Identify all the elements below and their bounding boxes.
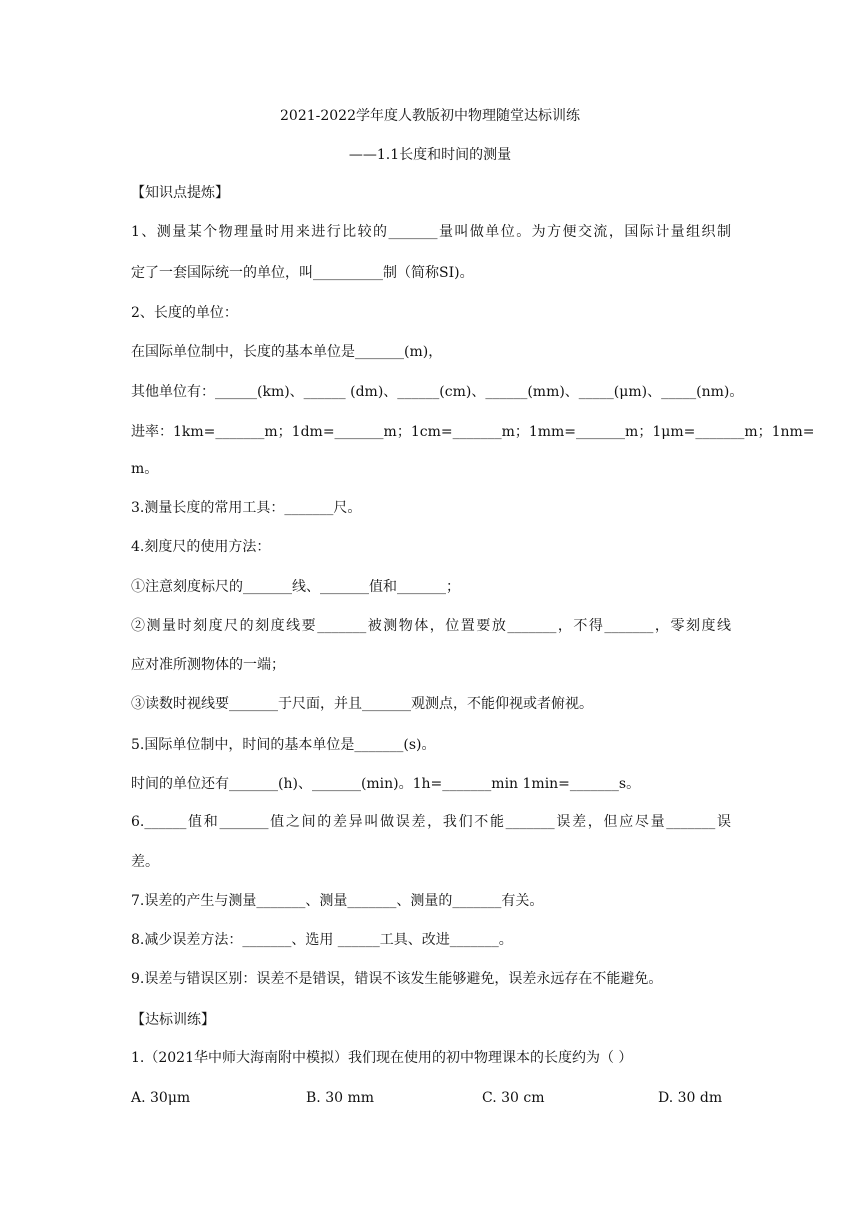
item-9: 9.误差与错误区别：误差不是错误，错误不该发生能够避免，误差永远存在不能避免。 — [131, 971, 663, 987]
question-1: 1.（2021华中师大海南附中模拟）我们现在使用的初中物理课本的长度约为（ ） — [131, 1050, 633, 1066]
choice-a: A. 30μm — [131, 1090, 191, 1106]
document-title: 2021-2022学年度人教版初中物理随堂达标训练 — [280, 108, 580, 124]
item-4-line-c: 应对准所测物体的一端； — [131, 657, 285, 673]
item-2-line-b: 其他单位有：______(km)、______ (dm)、______(cm)、______(mm)、_____(μm)、_____(nm)。 — [131, 384, 744, 400]
item-4-heading: 4.刻度尺的使用方法： — [131, 539, 271, 555]
item-6-line-b: 差。 — [131, 854, 159, 870]
item-1-line-b: 定了一套国际统一的单位，叫__________制（简称SI)。 — [131, 265, 474, 281]
item-2-line-d: m。 — [131, 461, 159, 477]
item-6-line-a: 6.______值和_______值之间的差异叫做误差，我们不能_______误差，但应尽量_______误 — [131, 814, 731, 830]
item-7: 7.误差的产生与测量_______、测量_______、测量的_______有关。 — [131, 893, 544, 909]
item-8: 8.减少误差方法：_______、选用 ______工具、改进_______。 — [131, 932, 513, 948]
item-4-line-d: ③读数时视线要_______于尺面，并且_______观测点，不能仰视或者俯视。 — [131, 696, 593, 712]
item-5-line-a: 时间的单位还有_______(h)、_______(min)。1h=_______min 1min=_______s。 — [131, 776, 641, 792]
item-3: 3.测量长度的常用工具：_______尺。 — [131, 500, 362, 516]
item-2-heading: 2、长度的单位： — [131, 305, 238, 321]
document-subtitle: ——1.1长度和时间的测量 — [348, 147, 512, 163]
choice-b: B. 30 mm — [306, 1090, 375, 1106]
item-1-line-a: 1、测量某个物理量时用来进行比较的_______量叫做单位。为方便交流，国际计量组织制 — [131, 224, 731, 240]
section-heading-training: 【达标训练】 — [131, 1012, 215, 1028]
section-heading-knowledge: 【知识点提炼】 — [131, 185, 229, 201]
item-4-line-b: ②测量时刻度尺的刻度线要_______被测物体，位置要放_______，不得_______，零刻度线 — [131, 618, 731, 634]
item-4-line-a: ①注意刻度标尺的_______线、_______值和_______； — [131, 579, 460, 595]
choice-c: C. 30 cm — [482, 1090, 545, 1106]
choice-d: D. 30 dm — [658, 1090, 723, 1106]
item-2-line-c: 进率：1km=_______m；1dm=_______m；1cm=_______m；1mm=_______m；1μm=_______m；1nm= — [131, 424, 815, 440]
item-5: 5.国际单位制中，时间的基本单位是_______(s)。 — [131, 737, 436, 753]
item-2-line-a: 在国际单位制中，长度的基本单位是_______(m)， — [131, 344, 443, 360]
